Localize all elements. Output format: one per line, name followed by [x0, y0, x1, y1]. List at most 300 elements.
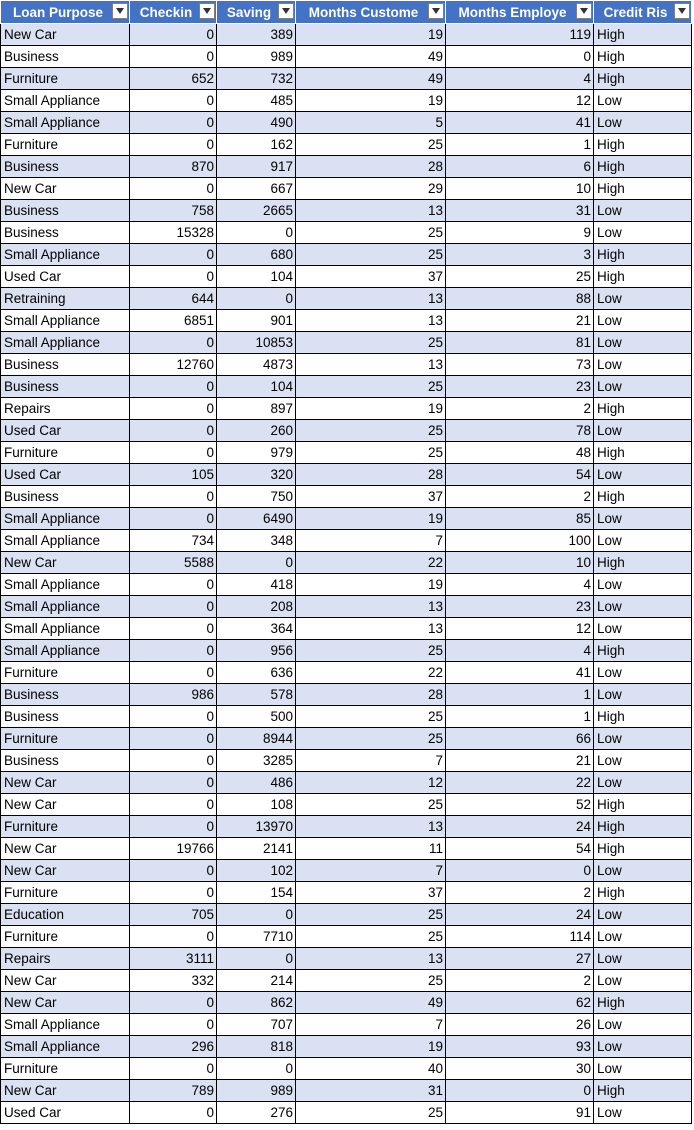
cell-months-employed[interactable]: 88 [446, 288, 594, 310]
cell-months-employed[interactable]: 10 [446, 552, 594, 574]
cell-checking[interactable]: 0 [130, 24, 217, 46]
cell-months-customer[interactable]: 13 [296, 596, 446, 618]
cell-savings[interactable]: 486 [217, 772, 296, 794]
cell-savings[interactable]: 862 [217, 992, 296, 1014]
cell-loan-purpose[interactable]: Business [1, 222, 130, 244]
cell-credit-risk[interactable]: High [594, 442, 692, 464]
cell-savings[interactable]: 13970 [217, 816, 296, 838]
cell-checking[interactable]: 705 [130, 904, 217, 926]
cell-savings[interactable]: 10853 [217, 332, 296, 354]
cell-savings[interactable]: 989 [217, 1080, 296, 1102]
cell-credit-risk[interactable]: High [594, 992, 692, 1014]
cell-months-customer[interactable]: 28 [296, 684, 446, 706]
cell-months-employed[interactable]: 31 [446, 200, 594, 222]
cell-loan-purpose[interactable]: Small Appliance [1, 574, 130, 596]
cell-checking[interactable]: 0 [130, 662, 217, 684]
cell-savings[interactable]: 732 [217, 68, 296, 90]
cell-savings[interactable]: 979 [217, 442, 296, 464]
cell-loan-purpose[interactable]: Small Appliance [1, 332, 130, 354]
cell-loan-purpose[interactable]: Furniture [1, 1058, 130, 1080]
cell-loan-purpose[interactable]: Business [1, 46, 130, 68]
column-header-savings[interactable]: Saving [217, 1, 296, 24]
cell-loan-purpose[interactable]: Business [1, 750, 130, 772]
cell-credit-risk[interactable]: High [594, 266, 692, 288]
cell-months-customer[interactable]: 19 [296, 508, 446, 530]
cell-months-employed[interactable]: 91 [446, 1102, 594, 1124]
cell-months-employed[interactable]: 21 [446, 310, 594, 332]
cell-months-customer[interactable]: 37 [296, 266, 446, 288]
cell-savings[interactable]: 0 [217, 904, 296, 926]
cell-months-employed[interactable]: 54 [446, 464, 594, 486]
cell-months-employed[interactable]: 41 [446, 112, 594, 134]
cell-credit-risk[interactable]: Low [594, 508, 692, 530]
cell-savings[interactable]: 260 [217, 420, 296, 442]
cell-savings[interactable]: 989 [217, 46, 296, 68]
cell-loan-purpose[interactable]: New Car [1, 860, 130, 882]
cell-loan-purpose[interactable]: Furniture [1, 662, 130, 684]
cell-savings[interactable]: 276 [217, 1102, 296, 1124]
cell-savings[interactable]: 108 [217, 794, 296, 816]
cell-months-customer[interactable]: 13 [296, 200, 446, 222]
cell-checking[interactable]: 0 [130, 442, 217, 464]
cell-checking[interactable]: 0 [130, 244, 217, 266]
cell-checking[interactable]: 105 [130, 464, 217, 486]
cell-checking[interactable]: 0 [130, 860, 217, 882]
cell-loan-purpose[interactable]: New Car [1, 772, 130, 794]
cell-loan-purpose[interactable]: Business [1, 354, 130, 376]
cell-checking[interactable]: 0 [130, 46, 217, 68]
cell-loan-purpose[interactable]: Small Appliance [1, 596, 130, 618]
cell-months-customer[interactable]: 25 [296, 244, 446, 266]
cell-loan-purpose[interactable]: Used Car [1, 420, 130, 442]
cell-months-customer[interactable]: 25 [296, 640, 446, 662]
cell-loan-purpose[interactable]: Business [1, 684, 130, 706]
cell-loan-purpose[interactable]: New Car [1, 970, 130, 992]
cell-loan-purpose[interactable]: Business [1, 486, 130, 508]
cell-checking[interactable]: 734 [130, 530, 217, 552]
cell-credit-risk[interactable]: Low [594, 310, 692, 332]
cell-checking[interactable]: 0 [130, 398, 217, 420]
cell-credit-risk[interactable]: Low [594, 662, 692, 684]
cell-months-employed[interactable]: 78 [446, 420, 594, 442]
cell-credit-risk[interactable]: High [594, 134, 692, 156]
cell-checking[interactable]: 0 [130, 376, 217, 398]
cell-savings[interactable]: 320 [217, 464, 296, 486]
cell-savings[interactable]: 897 [217, 398, 296, 420]
cell-months-employed[interactable]: 52 [446, 794, 594, 816]
cell-checking[interactable]: 0 [130, 420, 217, 442]
cell-checking[interactable]: 0 [130, 1058, 217, 1080]
cell-months-customer[interactable]: 13 [296, 948, 446, 970]
cell-months-customer[interactable]: 49 [296, 68, 446, 90]
column-header-months-customer[interactable]: Months Custome [296, 1, 446, 24]
cell-savings[interactable]: 490 [217, 112, 296, 134]
cell-checking[interactable]: 0 [130, 706, 217, 728]
cell-credit-risk[interactable]: Low [594, 354, 692, 376]
cell-credit-risk[interactable]: Low [594, 904, 692, 926]
cell-savings[interactable]: 6490 [217, 508, 296, 530]
cell-credit-risk[interactable]: Low [594, 464, 692, 486]
cell-months-employed[interactable]: 41 [446, 662, 594, 684]
cell-loan-purpose[interactable]: Furniture [1, 728, 130, 750]
cell-checking[interactable]: 3111 [130, 948, 217, 970]
cell-months-employed[interactable]: 54 [446, 838, 594, 860]
cell-months-customer[interactable]: 19 [296, 24, 446, 46]
cell-savings[interactable]: 2141 [217, 838, 296, 860]
cell-credit-risk[interactable]: High [594, 552, 692, 574]
cell-loan-purpose[interactable]: Small Appliance [1, 508, 130, 530]
cell-checking[interactable]: 6851 [130, 310, 217, 332]
cell-months-employed[interactable]: 93 [446, 1036, 594, 1058]
cell-credit-risk[interactable]: Low [594, 1058, 692, 1080]
cell-months-customer[interactable]: 28 [296, 156, 446, 178]
cell-months-customer[interactable]: 25 [296, 926, 446, 948]
cell-credit-risk[interactable]: Low [594, 574, 692, 596]
cell-checking[interactable]: 0 [130, 596, 217, 618]
cell-months-customer[interactable]: 13 [296, 354, 446, 376]
cell-credit-risk[interactable]: Low [594, 728, 692, 750]
cell-checking[interactable]: 0 [130, 618, 217, 640]
cell-credit-risk[interactable]: Low [594, 618, 692, 640]
filter-dropdown-icon[interactable] [674, 3, 690, 19]
cell-months-employed[interactable]: 23 [446, 376, 594, 398]
cell-months-customer[interactable]: 22 [296, 662, 446, 684]
cell-months-employed[interactable]: 114 [446, 926, 594, 948]
cell-loan-purpose[interactable]: New Car [1, 178, 130, 200]
cell-loan-purpose[interactable]: New Car [1, 992, 130, 1014]
cell-loan-purpose[interactable]: New Car [1, 838, 130, 860]
cell-credit-risk[interactable]: High [594, 486, 692, 508]
cell-months-employed[interactable]: 12 [446, 90, 594, 112]
cell-savings[interactable]: 208 [217, 596, 296, 618]
cell-checking[interactable]: 19766 [130, 838, 217, 860]
cell-loan-purpose[interactable]: Small Appliance [1, 244, 130, 266]
cell-credit-risk[interactable]: Low [594, 332, 692, 354]
cell-checking[interactable]: 0 [130, 750, 217, 772]
cell-credit-risk[interactable]: High [594, 178, 692, 200]
cell-loan-purpose[interactable]: Small Appliance [1, 618, 130, 640]
cell-loan-purpose[interactable]: Small Appliance [1, 310, 130, 332]
cell-months-customer[interactable]: 7 [296, 530, 446, 552]
cell-savings[interactable]: 162 [217, 134, 296, 156]
cell-months-employed[interactable]: 6 [446, 156, 594, 178]
cell-checking[interactable]: 15328 [130, 222, 217, 244]
cell-savings[interactable]: 500 [217, 706, 296, 728]
cell-months-employed[interactable]: 22 [446, 772, 594, 794]
cell-credit-risk[interactable]: High [594, 816, 692, 838]
cell-checking[interactable]: 644 [130, 288, 217, 310]
cell-credit-risk[interactable]: High [594, 640, 692, 662]
cell-savings[interactable]: 214 [217, 970, 296, 992]
cell-months-employed[interactable]: 1 [446, 134, 594, 156]
cell-loan-purpose[interactable]: Furniture [1, 882, 130, 904]
cell-checking[interactable]: 0 [130, 332, 217, 354]
cell-credit-risk[interactable]: Low [594, 420, 692, 442]
cell-months-customer[interactable]: 5 [296, 112, 446, 134]
cell-months-employed[interactable]: 24 [446, 816, 594, 838]
cell-credit-risk[interactable]: High [594, 794, 692, 816]
cell-months-customer[interactable]: 25 [296, 222, 446, 244]
cell-credit-risk[interactable]: Low [594, 948, 692, 970]
cell-months-employed[interactable]: 66 [446, 728, 594, 750]
cell-savings[interactable]: 0 [217, 222, 296, 244]
cell-savings[interactable]: 389 [217, 24, 296, 46]
cell-months-customer[interactable]: 25 [296, 332, 446, 354]
filter-dropdown-icon[interactable] [428, 3, 444, 19]
cell-months-customer[interactable]: 19 [296, 1036, 446, 1058]
cell-months-customer[interactable]: 28 [296, 464, 446, 486]
filter-dropdown-icon[interactable] [576, 3, 592, 19]
cell-savings[interactable]: 0 [217, 1058, 296, 1080]
filter-dropdown-icon[interactable] [278, 3, 294, 19]
cell-months-employed[interactable]: 24 [446, 904, 594, 926]
cell-credit-risk[interactable]: Low [594, 772, 692, 794]
cell-loan-purpose[interactable]: Small Appliance [1, 1014, 130, 1036]
cell-credit-risk[interactable]: Low [594, 970, 692, 992]
cell-months-employed[interactable]: 0 [446, 1080, 594, 1102]
cell-credit-risk[interactable]: Low [594, 1014, 692, 1036]
cell-checking[interactable]: 0 [130, 178, 217, 200]
cell-credit-risk[interactable]: Low [594, 596, 692, 618]
cell-months-employed[interactable]: 1 [446, 706, 594, 728]
cell-months-employed[interactable]: 73 [446, 354, 594, 376]
cell-months-customer[interactable]: 7 [296, 1014, 446, 1036]
cell-loan-purpose[interactable]: Furniture [1, 816, 130, 838]
cell-months-customer[interactable]: 25 [296, 134, 446, 156]
cell-checking[interactable]: 986 [130, 684, 217, 706]
cell-credit-risk[interactable]: Low [594, 684, 692, 706]
cell-loan-purpose[interactable]: Furniture [1, 442, 130, 464]
cell-months-customer[interactable]: 19 [296, 574, 446, 596]
cell-months-customer[interactable]: 11 [296, 838, 446, 860]
cell-checking[interactable]: 0 [130, 816, 217, 838]
cell-savings[interactable]: 901 [217, 310, 296, 332]
cell-months-employed[interactable]: 2 [446, 398, 594, 420]
cell-credit-risk[interactable]: High [594, 882, 692, 904]
cell-credit-risk[interactable]: High [594, 398, 692, 420]
cell-months-employed[interactable]: 4 [446, 640, 594, 662]
cell-months-employed[interactable]: 2 [446, 970, 594, 992]
cell-loan-purpose[interactable]: Small Appliance [1, 530, 130, 552]
cell-months-employed[interactable]: 0 [446, 46, 594, 68]
cell-months-employed[interactable]: 4 [446, 68, 594, 90]
cell-checking[interactable]: 0 [130, 90, 217, 112]
cell-savings[interactable]: 750 [217, 486, 296, 508]
cell-checking[interactable]: 0 [130, 992, 217, 1014]
cell-checking[interactable]: 12760 [130, 354, 217, 376]
cell-months-employed[interactable]: 100 [446, 530, 594, 552]
cell-savings[interactable]: 0 [217, 552, 296, 574]
cell-loan-purpose[interactable]: Furniture [1, 926, 130, 948]
cell-checking[interactable]: 0 [130, 1014, 217, 1036]
cell-savings[interactable]: 154 [217, 882, 296, 904]
cell-months-employed[interactable]: 27 [446, 948, 594, 970]
cell-savings[interactable]: 348 [217, 530, 296, 552]
cell-months-employed[interactable]: 21 [446, 750, 594, 772]
cell-credit-risk[interactable]: High [594, 244, 692, 266]
cell-months-employed[interactable]: 2 [446, 486, 594, 508]
cell-credit-risk[interactable]: High [594, 1080, 692, 1102]
cell-months-employed[interactable]: 62 [446, 992, 594, 1014]
cell-loan-purpose[interactable]: Small Appliance [1, 1036, 130, 1058]
cell-months-employed[interactable]: 30 [446, 1058, 594, 1080]
cell-loan-purpose[interactable]: Education [1, 904, 130, 926]
column-header-credit-risk[interactable]: Credit Ris [594, 1, 692, 24]
cell-loan-purpose[interactable]: Small Appliance [1, 90, 130, 112]
cell-checking[interactable]: 296 [130, 1036, 217, 1058]
cell-months-employed[interactable]: 4 [446, 574, 594, 596]
cell-loan-purpose[interactable]: Used Car [1, 266, 130, 288]
cell-savings[interactable]: 8944 [217, 728, 296, 750]
column-header-months-employed[interactable]: Months Employe [446, 1, 594, 24]
cell-months-customer[interactable]: 7 [296, 860, 446, 882]
cell-checking[interactable]: 0 [130, 266, 217, 288]
cell-loan-purpose[interactable]: New Car [1, 24, 130, 46]
column-header-loan-purpose[interactable]: Loan Purpose [1, 1, 130, 24]
cell-credit-risk[interactable]: Low [594, 750, 692, 772]
cell-months-employed[interactable]: 1 [446, 684, 594, 706]
cell-months-employed[interactable]: 85 [446, 508, 594, 530]
cell-checking[interactable]: 0 [130, 574, 217, 596]
cell-savings[interactable]: 667 [217, 178, 296, 200]
cell-checking[interactable]: 789 [130, 1080, 217, 1102]
cell-months-customer[interactable]: 25 [296, 970, 446, 992]
cell-loan-purpose[interactable]: Business [1, 156, 130, 178]
cell-checking[interactable]: 758 [130, 200, 217, 222]
cell-loan-purpose[interactable]: Business [1, 200, 130, 222]
cell-credit-risk[interactable]: Low [594, 926, 692, 948]
cell-checking[interactable]: 0 [130, 772, 217, 794]
cell-credit-risk[interactable]: Low [594, 112, 692, 134]
cell-months-customer[interactable]: 13 [296, 618, 446, 640]
cell-credit-risk[interactable]: High [594, 68, 692, 90]
cell-months-employed[interactable]: 0 [446, 860, 594, 882]
cell-months-customer[interactable]: 13 [296, 288, 446, 310]
cell-months-customer[interactable]: 49 [296, 46, 446, 68]
cell-months-customer[interactable]: 25 [296, 728, 446, 750]
cell-savings[interactable]: 4873 [217, 354, 296, 376]
cell-checking[interactable]: 0 [130, 112, 217, 134]
cell-months-customer[interactable]: 25 [296, 442, 446, 464]
cell-savings[interactable]: 636 [217, 662, 296, 684]
cell-checking[interactable]: 0 [130, 1102, 217, 1124]
cell-months-customer[interactable]: 40 [296, 1058, 446, 1080]
cell-loan-purpose[interactable]: Furniture [1, 68, 130, 90]
cell-months-customer[interactable]: 37 [296, 486, 446, 508]
cell-savings[interactable]: 680 [217, 244, 296, 266]
cell-credit-risk[interactable]: Low [594, 860, 692, 882]
cell-months-customer[interactable]: 37 [296, 882, 446, 904]
cell-months-customer[interactable]: 25 [296, 904, 446, 926]
cell-checking[interactable]: 0 [130, 508, 217, 530]
cell-months-employed[interactable]: 2 [446, 882, 594, 904]
cell-months-employed[interactable]: 48 [446, 442, 594, 464]
cell-savings[interactable]: 707 [217, 1014, 296, 1036]
cell-savings[interactable]: 956 [217, 640, 296, 662]
cell-savings[interactable]: 485 [217, 90, 296, 112]
cell-checking[interactable]: 652 [130, 68, 217, 90]
cell-savings[interactable]: 7710 [217, 926, 296, 948]
cell-credit-risk[interactable]: High [594, 46, 692, 68]
cell-checking[interactable]: 0 [130, 134, 217, 156]
cell-credit-risk[interactable]: Low [594, 288, 692, 310]
cell-months-customer[interactable]: 13 [296, 816, 446, 838]
cell-savings[interactable]: 2665 [217, 200, 296, 222]
cell-months-employed[interactable]: 119 [446, 24, 594, 46]
cell-credit-risk[interactable]: Low [594, 90, 692, 112]
cell-loan-purpose[interactable]: Business [1, 376, 130, 398]
cell-savings[interactable]: 104 [217, 266, 296, 288]
cell-months-employed[interactable]: 3 [446, 244, 594, 266]
cell-loan-purpose[interactable]: Used Car [1, 1102, 130, 1124]
cell-credit-risk[interactable]: Low [594, 1102, 692, 1124]
filter-dropdown-icon[interactable] [112, 3, 128, 19]
cell-savings[interactable]: 578 [217, 684, 296, 706]
cell-checking[interactable]: 0 [130, 728, 217, 750]
cell-months-employed[interactable]: 26 [446, 1014, 594, 1036]
cell-checking[interactable]: 0 [130, 926, 217, 948]
cell-savings[interactable]: 3285 [217, 750, 296, 772]
cell-months-customer[interactable]: 22 [296, 552, 446, 574]
cell-savings[interactable]: 102 [217, 860, 296, 882]
cell-checking[interactable]: 0 [130, 640, 217, 662]
cell-loan-purpose[interactable]: Small Appliance [1, 112, 130, 134]
cell-loan-purpose[interactable]: New Car [1, 1080, 130, 1102]
cell-months-employed[interactable]: 12 [446, 618, 594, 640]
cell-credit-risk[interactable]: High [594, 156, 692, 178]
cell-savings[interactable]: 818 [217, 1036, 296, 1058]
cell-credit-risk[interactable]: High [594, 706, 692, 728]
cell-months-customer[interactable]: 19 [296, 90, 446, 112]
column-header-checking[interactable]: Checkin [130, 1, 217, 24]
cell-checking[interactable]: 332 [130, 970, 217, 992]
cell-months-employed[interactable]: 10 [446, 178, 594, 200]
cell-months-customer[interactable]: 12 [296, 772, 446, 794]
cell-months-customer[interactable]: 19 [296, 398, 446, 420]
cell-months-employed[interactable]: 25 [446, 266, 594, 288]
cell-checking[interactable]: 870 [130, 156, 217, 178]
cell-months-customer[interactable]: 49 [296, 992, 446, 1014]
cell-loan-purpose[interactable]: New Car [1, 794, 130, 816]
cell-months-employed[interactable]: 81 [446, 332, 594, 354]
cell-credit-risk[interactable]: Low [594, 200, 692, 222]
cell-savings[interactable]: 0 [217, 948, 296, 970]
cell-months-customer[interactable]: 7 [296, 750, 446, 772]
cell-loan-purpose[interactable]: Used Car [1, 464, 130, 486]
cell-savings[interactable]: 364 [217, 618, 296, 640]
cell-months-customer[interactable]: 25 [296, 420, 446, 442]
cell-months-customer[interactable]: 29 [296, 178, 446, 200]
cell-checking[interactable]: 0 [130, 882, 217, 904]
filter-dropdown-icon[interactable] [199, 3, 215, 19]
cell-credit-risk[interactable]: Low [594, 376, 692, 398]
cell-checking[interactable]: 0 [130, 486, 217, 508]
cell-credit-risk[interactable]: Low [594, 530, 692, 552]
cell-savings[interactable]: 917 [217, 156, 296, 178]
cell-months-customer[interactable]: 25 [296, 376, 446, 398]
cell-months-employed[interactable]: 9 [446, 222, 594, 244]
cell-loan-purpose[interactable]: Retraining [1, 288, 130, 310]
cell-months-employed[interactable]: 23 [446, 596, 594, 618]
cell-loan-purpose[interactable]: Furniture [1, 134, 130, 156]
cell-loan-purpose[interactable]: Repairs [1, 398, 130, 420]
cell-loan-purpose[interactable]: Business [1, 706, 130, 728]
cell-months-customer[interactable]: 31 [296, 1080, 446, 1102]
cell-savings[interactable]: 418 [217, 574, 296, 596]
cell-loan-purpose[interactable]: Small Appliance [1, 640, 130, 662]
cell-credit-risk[interactable]: High [594, 24, 692, 46]
cell-credit-risk[interactable]: Low [594, 222, 692, 244]
